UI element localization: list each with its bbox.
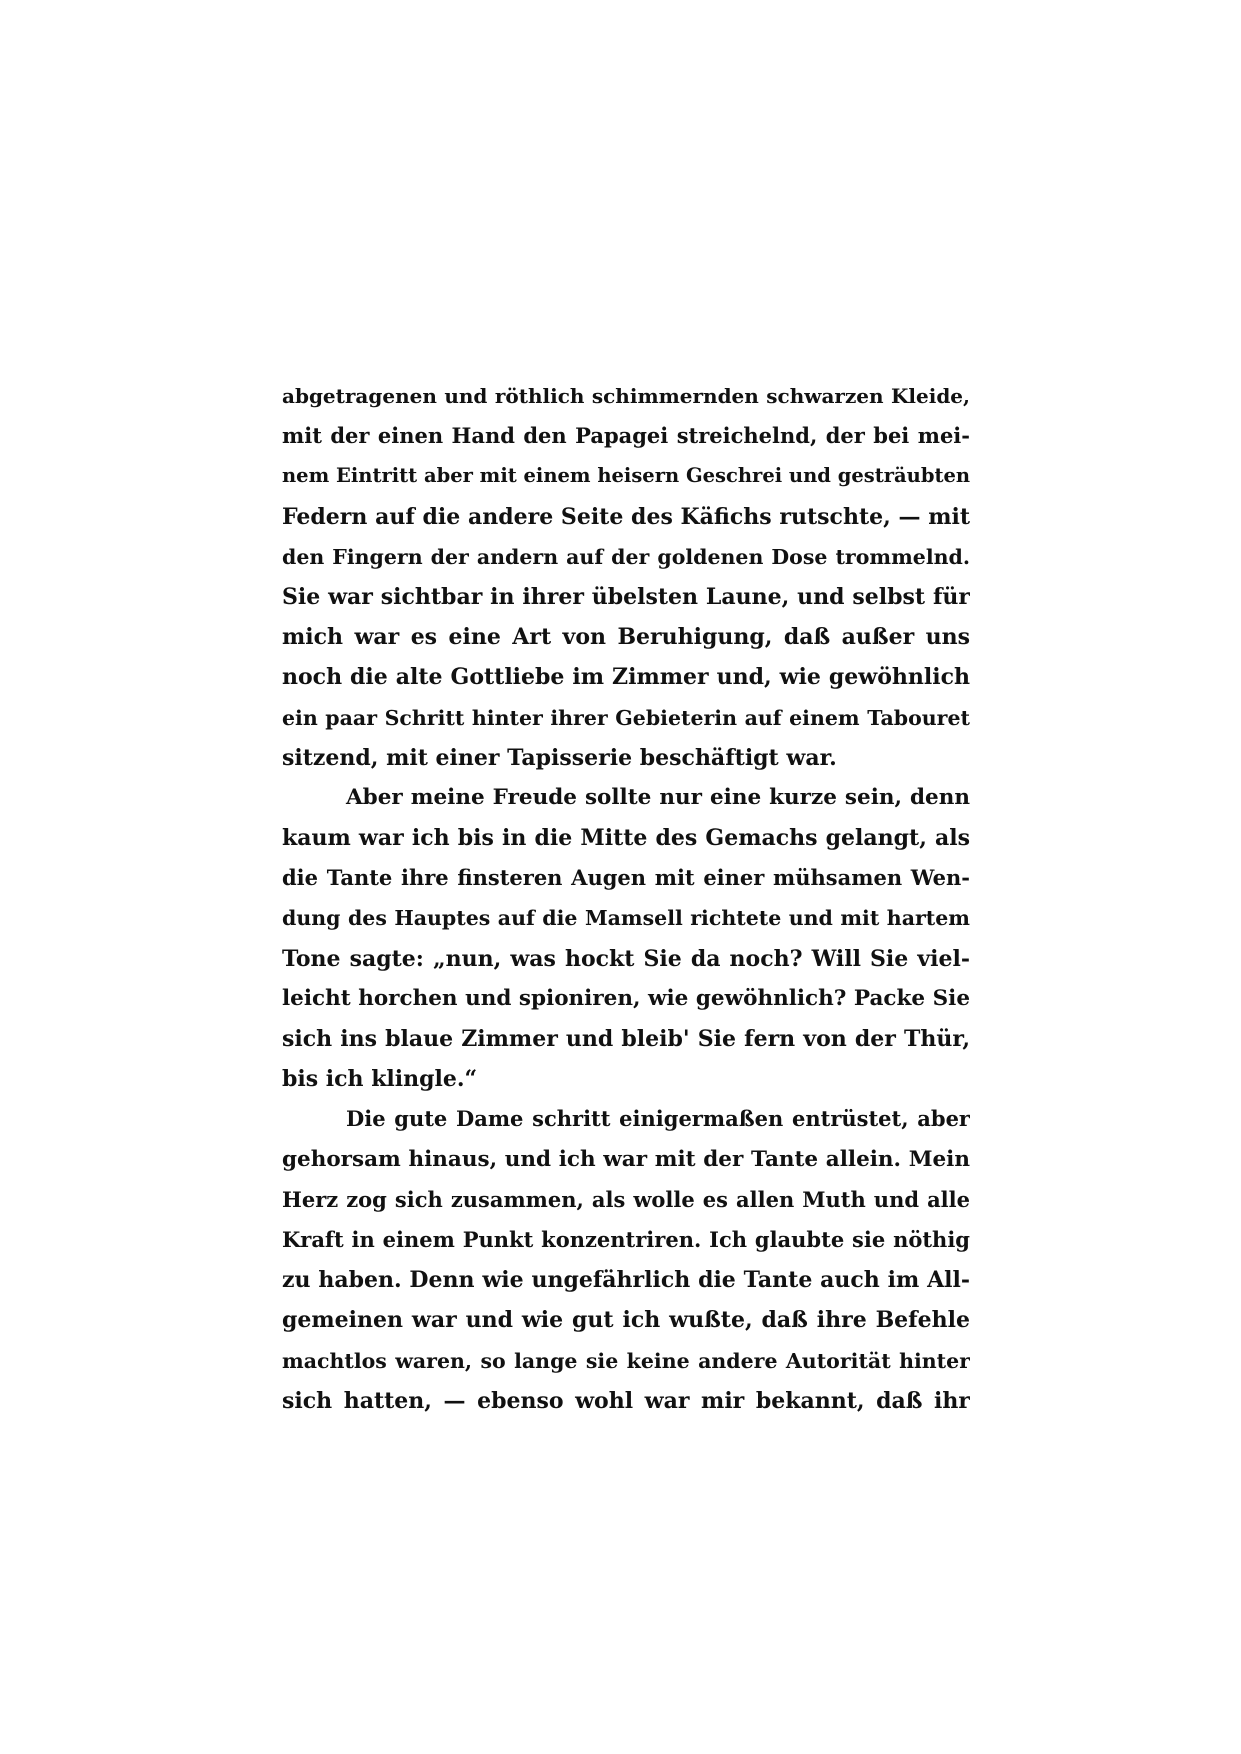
text-line: Aber meine Freude sollte nur eine kurze sein, denn (346, 784, 970, 810)
text-line: machtlos waren, so lange sie keine andere Autorität hinter (282, 1348, 970, 1373)
text-line: Die gute Dame schritt einigermaßen entrüstet, aber (346, 1106, 970, 1132)
text-line: dung des Hauptes auf die Mamsell richtete und mit hartem (282, 906, 970, 931)
text-line: den Fingern der andern auf der goldenen Dose trommelnd. (282, 544, 970, 569)
text-line: mich war es eine Art von Beruhigung, daß außer uns (282, 624, 970, 651)
text-line: mit der einen Hand den Papagei streichelnd, der bei mei- (282, 423, 970, 449)
text-line: sitzend, mit einer Tapisserie beschäftigt war. (282, 744, 837, 771)
body-text (282, 376, 970, 1421)
text-line: sich ins blaue Zimmer und bleib' Sie fern von der Thür, (282, 1026, 970, 1052)
text-line: gemeinen war und wie gut ich wußte, daß ihre Befehle (282, 1307, 970, 1334)
text-line: Herz zog sich zusammen, als wolle es allen Muth und alle (282, 1186, 970, 1212)
text-line: ein paar Schritt hinter ihrer Gebieterin auf einem Tabouret (282, 705, 970, 730)
text-line: abgetragenen und röthlich schimmernden schwarzen Kleide, (282, 384, 970, 408)
text-line: leicht horchen und spioniren, wie gewöhnlich? Packe Sie (282, 985, 970, 1011)
text-line: noch die alte Gottliebe im Zimmer und, wie gewöhnlich (282, 664, 970, 691)
text-line: Tone sagte: „nun, was hockt Sie da noch? Will Sie viel- (282, 945, 970, 972)
text-line: gehorsam hinaus, und ich war mit der Tante allein. Mein (282, 1146, 970, 1172)
text-line: kaum war ich bis in die Mitte des Gemachs gelangt, als (282, 825, 970, 852)
text-line: sich hatten, — ebenso wohl war mir bekannt, daß ihr (282, 1387, 970, 1414)
text-line: zu haben. Denn wie ungefährlich die Tante auch im All- (282, 1267, 970, 1294)
text-line: Federn auf die andere Seite des Käfichs rutschte, — mit (282, 503, 970, 530)
text-line: Kraft in einem Punkt konzentriren. Ich glaubte sie nöthig (282, 1226, 970, 1252)
text-line: die Tante ihre finsteren Augen mit einer mühsamen Wen- (282, 865, 970, 891)
text-line: nem Eintritt aber mit einem heisern Geschrei und gesträubten (282, 464, 970, 488)
text-line: Sie war sichtbar in ihrer übelsten Laune, und selbst für (282, 583, 970, 610)
text-line: bis ich klingle.“ (282, 1066, 478, 1093)
